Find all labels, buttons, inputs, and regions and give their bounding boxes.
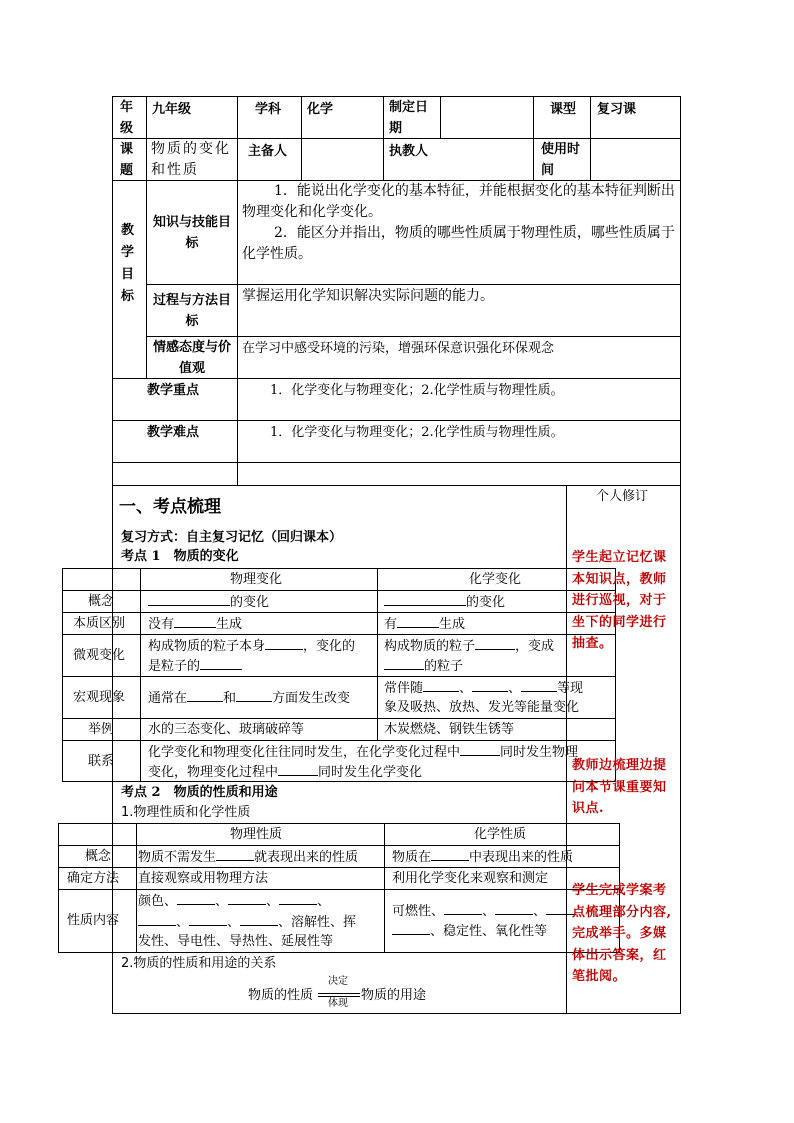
t1-essence-phys-b: 生成 <box>216 617 243 632</box>
t2-row-concept: 概念 <box>85 849 112 864</box>
blank[interactable] <box>236 687 272 702</box>
blank[interactable] <box>278 761 318 776</box>
t1-micro-chem-a: 构成物质的粒子 <box>384 639 476 654</box>
blank[interactable] <box>187 687 223 702</box>
t2-row-content: 性质内容 <box>67 913 120 928</box>
t1-row-example: 举例 <box>88 722 115 737</box>
relation-bottom: 体现 <box>328 998 348 1009</box>
blank[interactable] <box>216 846 254 861</box>
t2-concept-chem-b: 中表现出来的性质 <box>469 850 574 865</box>
made-date-label: 制定日期 <box>389 100 429 136</box>
t1-micro-chem-b: ，变成 <box>515 639 555 654</box>
objectives-label: 教学目标 <box>121 223 135 304</box>
blank[interactable] <box>279 890 317 905</box>
t1-example-chem: 木炭燃烧、钢铁生锈等 <box>384 722 515 737</box>
emotion-objective: 在学习中感受环境的污染，增强环保意识强化环保观念 <box>242 341 555 356</box>
subject-value: 化学 <box>307 102 334 117</box>
t2-row-method: 确定方法 <box>67 871 120 886</box>
blank[interactable] <box>444 900 482 915</box>
t1-example-phys: 水的三态变化、玻璃破碎等 <box>148 722 305 737</box>
knowledge-objective-2: 2．能区分并指出，物质的哪些性质属于物理性质，哪些性质属于化学性质。 <box>242 225 675 262</box>
t1-row-concept: 概念 <box>88 594 115 609</box>
t2-concept-chem-a: 物质在 <box>392 850 432 865</box>
t2-method-chem: 利用化学变化来观察和测定 <box>392 871 549 886</box>
t1-macro-chem-a: 常伴随 <box>384 681 424 696</box>
t2-header-physical: 物理性质 <box>230 827 283 842</box>
difficult-text: 1．化学变化与物理变化；2.化学性质与物理性质。 <box>270 425 564 440</box>
t1-macro-chem-b: 等现 <box>557 681 584 696</box>
course-type-value: 复习课 <box>597 102 637 117</box>
difficult-label: 教学难点 <box>147 425 200 440</box>
grade-label: 年级 <box>120 100 134 136</box>
t1-micro-phys-c: 是粒子的 <box>148 659 201 674</box>
blank[interactable] <box>138 911 176 926</box>
process-objective: 掌握运用化学知识解决实际问题的能力。 <box>242 288 494 304</box>
sub1-title: 1.物理性质和化学性质 <box>121 805 251 820</box>
t1-row-essence: 本质区别 <box>73 616 126 631</box>
t2-content-chem-b: 、稳定性、氧化性等 <box>430 924 548 939</box>
blank[interactable] <box>148 591 230 606</box>
point1-title: 考点 1 物质的变化 <box>121 549 239 564</box>
t2-content-phys-a: 颜色、 <box>138 894 178 909</box>
blank[interactable] <box>475 635 515 650</box>
blank[interactable] <box>200 655 242 670</box>
t1-row-macro: 宏观现象 <box>73 690 126 705</box>
preparer-label: 主备人 <box>248 144 288 159</box>
relation-arrow-line <box>318 996 360 997</box>
key-points-label: 教学重点 <box>147 383 200 398</box>
relation-right: 物质的用途 <box>361 988 427 1003</box>
emotion-label: 情感态度与价值观 <box>153 340 232 376</box>
topic-value: 物质的变化和性质 <box>151 141 231 178</box>
point2-title: 考点 2 物质的性质和用途 <box>121 785 278 800</box>
relation-arrow-line <box>318 993 360 994</box>
relation-left: 物质的性质 <box>248 988 314 1003</box>
t1-concept-phys: 的变化 <box>230 595 270 610</box>
t1-header-chemical: 化学变化 <box>469 572 522 587</box>
t1-relation-c: 变化，物理变化过程中 <box>148 765 279 780</box>
t2-content-chem-a: 可燃性、 <box>392 904 445 919</box>
t1-concept-chem: 的变化 <box>466 595 506 610</box>
t1-macro-phys-b: 和 <box>223 691 237 706</box>
t2-concept-phys-a: 物质不需发生 <box>138 850 217 865</box>
t1-header-physical: 物理变化 <box>230 572 283 587</box>
blank[interactable] <box>472 677 508 692</box>
course-type-label: 课型 <box>550 102 577 117</box>
t1-macro-chem-c: 象及吸热、放热、发光等能量变化 <box>384 700 580 715</box>
t1-row-relation: 联系 <box>88 754 115 769</box>
t1-macro-phys-c: 方面发生改变 <box>272 691 351 706</box>
revision-method: 复习方式：自主复习记忆（回归课本） <box>121 530 343 545</box>
topic-label: 课题 <box>120 142 134 178</box>
section-heading: 一、考点梳理 <box>119 497 221 517</box>
t1-relation-d: 同时发生化学变化 <box>318 765 423 780</box>
knowledge-label: 知识与技能目标 <box>153 215 232 251</box>
blank[interactable] <box>228 890 266 905</box>
t2-concept-phys-b: 就表现出来的性质 <box>254 850 359 865</box>
t1-relation-a: 化学变化和物理变化往往同时发生，在化学变化过程中 <box>148 745 461 760</box>
t2-content-phys-c: 发性、导电性、导热性、延展性等 <box>138 934 334 949</box>
blank[interactable] <box>384 591 466 606</box>
blank[interactable] <box>265 635 303 650</box>
blank[interactable] <box>460 741 500 756</box>
blank[interactable] <box>384 655 424 670</box>
note-2: 教师边梳理边提问本节课重要知识点. <box>572 758 667 816</box>
blank[interactable] <box>174 613 216 628</box>
blank[interactable] <box>495 900 533 915</box>
blank[interactable] <box>431 846 469 861</box>
blank[interactable] <box>392 920 430 935</box>
use-time-label: 使用时间 <box>541 142 581 178</box>
t1-micro-phys-b: ，变化的 <box>303 639 356 654</box>
blank[interactable] <box>177 890 215 905</box>
key-points-text: 1．化学变化与物理变化；2.化学性质与物理性质。 <box>270 383 564 398</box>
t2-method-phys: 直接观察或用物理方法 <box>138 871 269 886</box>
subject-label: 学科 <box>255 102 282 117</box>
note-1: 学生起立记忆课本知识点，教师进行巡视，对于坐下的同学进行抽查。 <box>572 550 667 651</box>
t2-content-phys-b: 、溶解性、挥 <box>278 915 357 930</box>
t1-macro-phys-a: 通常在 <box>148 691 188 706</box>
blank[interactable] <box>397 613 439 628</box>
teacher-label: 执教人 <box>389 144 429 159</box>
blank[interactable] <box>423 677 459 692</box>
blank[interactable] <box>240 911 278 926</box>
grade-value: 九年级 <box>152 102 192 117</box>
relation-top: 决定 <box>328 976 348 987</box>
t1-row-micro: 微观变化 <box>73 648 126 663</box>
knowledge-objective-1: 1．能说出化学变化的基本特征，并能根据变化的基本特征判断出物理变化和化学变化。 <box>242 183 675 220</box>
t1-essence-chem-b: 生成 <box>439 617 466 632</box>
blank[interactable] <box>521 677 557 692</box>
t1-micro-phys-a: 构成物质的粒子本身 <box>148 639 266 654</box>
t1-micro-chem-c: 的粒子 <box>424 659 464 674</box>
t1-essence-chem-a: 有 <box>384 617 398 632</box>
blank[interactable] <box>189 911 227 926</box>
note-3: 学生完成学案考点梳理部分内容,完成举手。多媒体出示答案，红笔批阅。 <box>572 883 672 984</box>
revision-note-label: 个人修订 <box>596 489 649 504</box>
process-label: 过程与方法目标 <box>153 293 232 329</box>
sub2-title: 2.物质的性质和用途的关系 <box>121 956 277 971</box>
t2-header-chemical: 化学性质 <box>474 827 527 842</box>
t1-relation-b: 同时发生物理 <box>500 745 579 760</box>
t1-essence-phys-a: 没有 <box>148 617 175 632</box>
